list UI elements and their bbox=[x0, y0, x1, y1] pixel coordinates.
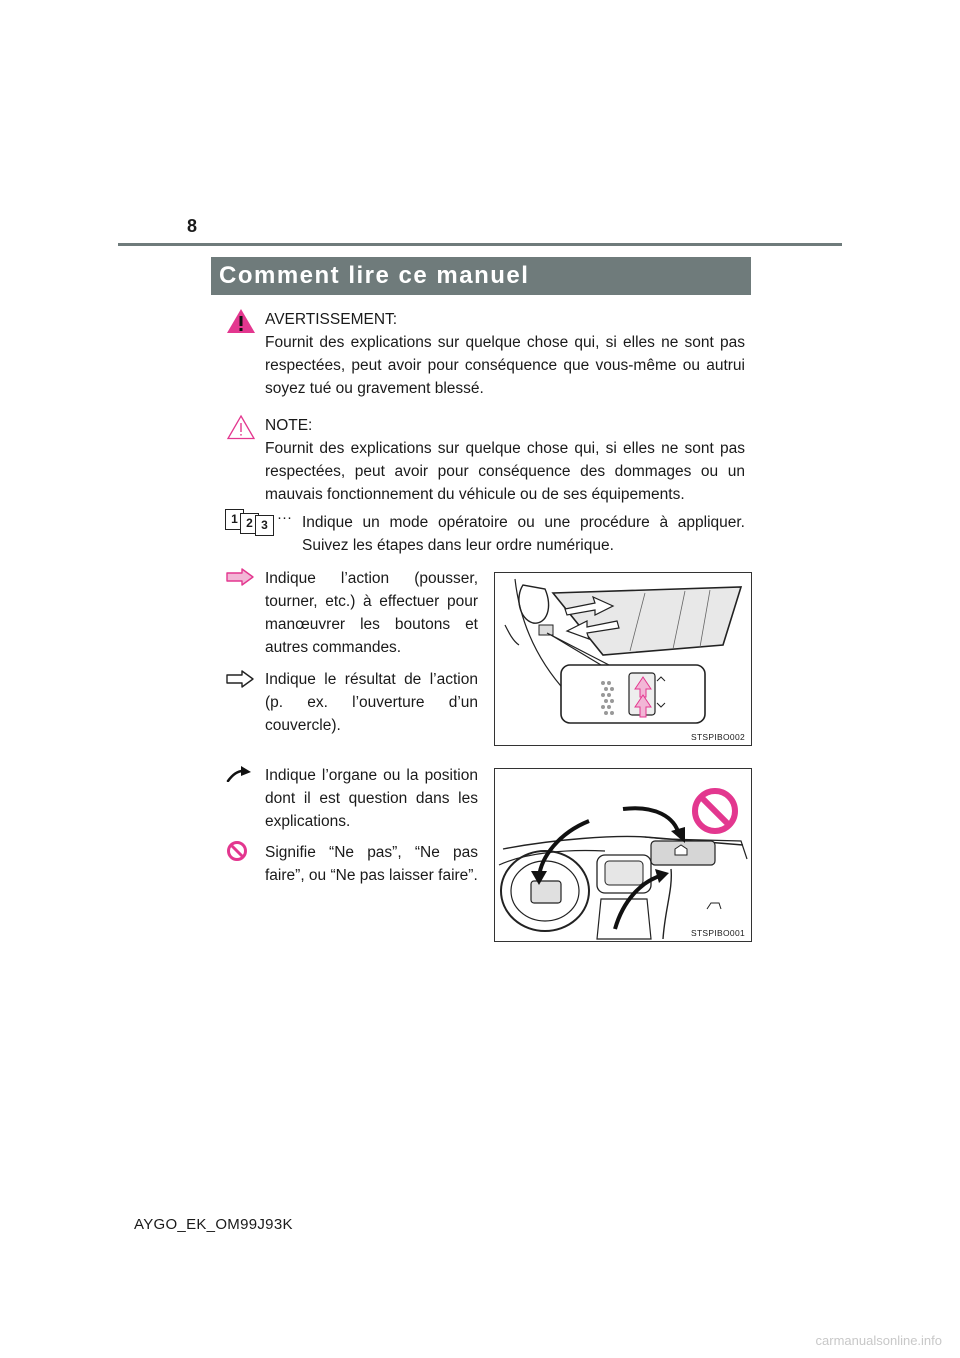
location-text: Indique l’organe ou la position dont il est question dans les explications. bbox=[265, 767, 478, 830]
figure-window-switch bbox=[494, 572, 752, 746]
step-number-3: 3 bbox=[255, 515, 274, 536]
step-separator: ··· bbox=[277, 509, 292, 526]
note-block bbox=[265, 414, 745, 506]
action-text: Indique l’action (pousser, tourner, etc.) à effectuer pour manœuvrer les boutons et autres commandes. bbox=[265, 570, 478, 656]
warning-triangle-icon bbox=[226, 308, 256, 334]
step-number-2: 2 bbox=[240, 513, 259, 534]
warning-block bbox=[265, 308, 745, 400]
figure-code-1: STSPIBO002 bbox=[690, 732, 745, 742]
prohibited-text: Signifie “Ne pas”, “Ne pas faire”, ou “Ne pas laisser faire”. bbox=[265, 844, 478, 884]
header-rule bbox=[118, 243, 842, 246]
section-title-bar bbox=[211, 257, 751, 295]
note-text: Fournit des explications sur quelque chose qui, si elles ne sont pas respectées, peut avoir pour conséquence des dommages ou un mauvais fonctionnement du véhicule ou de ses équipements. bbox=[265, 440, 745, 503]
step-number-1: 1 bbox=[225, 509, 244, 530]
location-arrow-icon bbox=[226, 764, 252, 782]
caution-triangle-outline-icon bbox=[226, 414, 256, 440]
page-number: 8 bbox=[187, 216, 198, 236]
section-title: Comment lire ce manuel bbox=[219, 262, 530, 289]
dashboard-illustration bbox=[495, 769, 751, 941]
action-arrow-icon bbox=[226, 568, 254, 586]
result-arrow-icon bbox=[226, 670, 254, 688]
footer-code: AYGO_EK_OM99J93K bbox=[134, 1216, 293, 1233]
figure-code-2: STSPIBO001 bbox=[690, 928, 745, 938]
warning-label: AVERTISSEMENT: bbox=[265, 311, 398, 328]
prohibited-icon bbox=[226, 840, 248, 862]
figure-dashboard bbox=[494, 768, 752, 942]
step-numbers-icon bbox=[225, 509, 305, 539]
source-watermark: carmanualsonline.info bbox=[815, 1333, 942, 1348]
window-switch-illustration bbox=[495, 573, 751, 745]
result-text: Indique le résultat de l’action (p. ex. l’ouverture d’un couvercle). bbox=[265, 671, 478, 734]
note-label: NOTE: bbox=[265, 417, 313, 434]
warning-text: Fournit des explications sur quelque chose qui, si elles ne sont pas respectées, peut avoir pour conséquence que vous-même ou autrui soyez tué ou gravement blessé. bbox=[265, 334, 745, 397]
steps-text: Indique un mode opératoire ou une procédure à appliquer. Suivez les étapes dans leur ordre numérique. bbox=[302, 514, 745, 554]
